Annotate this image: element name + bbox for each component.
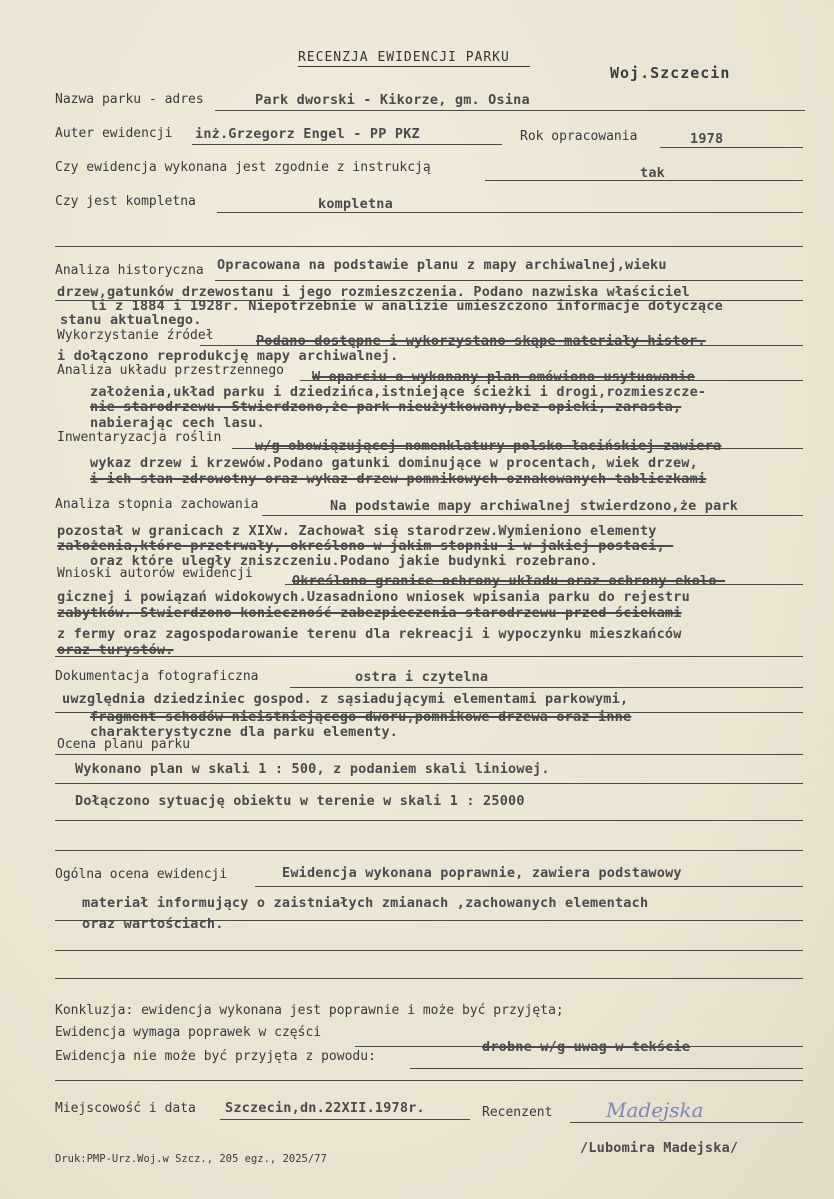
blank-line — [55, 246, 803, 247]
preservation-line — [262, 515, 803, 516]
plan-line-2 — [55, 783, 803, 784]
sources-text-1: Podano dostępne i wykorzystano skąpe materiały histor. — [256, 333, 706, 349]
history-line-1 — [215, 280, 803, 281]
plan-line-4 — [55, 850, 803, 851]
photo-text-3: fragment schodów nieistniejącego dworu,pomnikowe drzewa oraz inne — [90, 709, 632, 725]
complete-label: Czy jest kompletna — [55, 194, 196, 209]
history-text-3: li z 1884 i 1928r. Niepotrzebnie w analizie umieszczono informacje dotyczące — [90, 298, 723, 314]
rejected-line-2 — [55, 1080, 803, 1081]
plan-text-1: Wykonano plan w skali 1 : 500, z podaniem skali liniowej. — [75, 761, 550, 777]
spatial-text-2: założenia,układ parku i dziedzińca,istniejące ścieżki i drogi,rozmieszcze- — [90, 384, 707, 400]
plan-label: Ocena planu parku — [57, 737, 191, 752]
inventory-label: Inwentaryzacja roślin — [57, 430, 222, 445]
spatial-text-4: nabierając cech lasu. — [90, 415, 265, 431]
photo-line-1 — [290, 687, 803, 688]
overall-text-3: oraz wartościach. — [82, 916, 224, 932]
photo-text-2: uwzględnia dziedziniec gospod. z sąsiadującymi elementami parkowymi, — [62, 691, 629, 707]
preservation-text-1: Na podstawie mapy archiwalnej stwierdzono,że park — [330, 498, 739, 514]
place-label: Miejscowość i data — [55, 1101, 196, 1116]
plan-text-2: Dołączono sytuację obiektu w terenie w skali 1 : 25000 — [75, 793, 525, 809]
corrections-label: Ewidencja wymaga poprawek w części — [55, 1025, 322, 1040]
preservation-label: Analiza stopnia zachowania — [55, 497, 259, 512]
overall-text-1: Ewidencja wykonana poprawnie, zawiera podstawowy — [282, 865, 682, 881]
author-value: inż.Grzegorz Engel - PP PKZ — [195, 126, 420, 142]
overall-line-3 — [55, 950, 803, 951]
spatial-text-3: nie starodrzewu. Stwierdzono,że park nieużytkowany,bez opieki, zarasta, — [90, 399, 682, 415]
instruction-value: tak — [640, 165, 665, 181]
park-name-value: Park dworski - Kikorze, gm. Osina — [255, 92, 530, 108]
inventory-text-2: wykaz drzew i krzewów.Podano gatunki dominujące w procentach, wiek drzew, — [90, 455, 698, 471]
reviewer-name: /Lubomira Madejska/ — [580, 1140, 739, 1156]
preservation-text-4: oraz które uległy zniszczeniu.Podano jakie budynki rozebrano. — [90, 553, 598, 569]
photo-text-4: charakterystyczne dla parku elementy. — [90, 724, 399, 740]
spatial-label: Analiza układu przestrzennego — [57, 363, 284, 378]
sources-text-2: i dołączono reprodukcję mapy archiwalnej. — [57, 348, 399, 364]
inventory-text-3: i ich stan zdrowotny oraz wykaz drzew pomnikowych oznakowanych tabliczkami — [90, 471, 707, 487]
photo-label: Dokumentacja fotograficzna — [55, 669, 259, 684]
photo-text-1: ostra i czytelna — [355, 669, 489, 685]
region-stamp: Woj.Szczecin — [610, 64, 731, 82]
conclusions-text-4: z fermy oraz zagospodarowanie terenu dla rekreacji i wypoczynku mieszkańców — [57, 626, 682, 642]
title-underline — [298, 66, 530, 67]
history-text-2: drzew,gatunków drzewostanu i jego rozmieszczenia. Podano nazwiska właściciel — [57, 284, 690, 300]
conclusions-text-5: oraz turystów. — [57, 642, 174, 658]
reviewer-signature: Madejska — [606, 1098, 704, 1122]
reviewer-label: Recenzent — [482, 1105, 553, 1120]
plan-line-3 — [55, 820, 803, 821]
place-line — [220, 1119, 470, 1120]
history-label: Analiza historyczna — [55, 263, 204, 278]
year-value: 1978 — [690, 131, 724, 147]
conclusions-text-1: Określono granice ochrony układu oraz ochrony ekolo- — [292, 573, 726, 589]
plan-line-1 — [55, 754, 803, 755]
complete-value: kompletna — [318, 196, 393, 212]
conclusions-line-2 — [55, 656, 803, 657]
history-text-1: Opracowana na podstawie planu z mapy archiwalnej,wieku — [217, 257, 667, 273]
preservation-text-2: pozostał w granicach z XIXw. Zachował się starodrzew.Wymieniono elementy — [57, 523, 657, 539]
author-label: Auter ewidencji — [55, 126, 173, 141]
instruction-label: Czy ewidencja wykonana jest zgodnie z instrukcją — [55, 160, 431, 175]
preservation-text-3: założenia,które przetrwały, określono w jakim stopniu i w jakiej postaci,- — [57, 538, 674, 554]
park-name-label: Nazwa parku - adres — [55, 92, 204, 107]
rejected-label: Ewidencja nie może być przyjęta z powodu: — [55, 1049, 376, 1064]
conclusion-text: Konkluzja: ewidencja wykonana jest poprawnie i może być przyjęta; — [55, 1003, 564, 1018]
overall-text-2: materiał informujący o zaistniałych zmianach ,zachowanych elementach — [82, 895, 649, 911]
document-title: RECENZJA EWIDENCJI PARKU — [298, 50, 510, 65]
history-text-4: stanu aktualnego. — [60, 312, 202, 328]
sources-label: Wykorzystanie źródeł — [57, 328, 214, 343]
rejected-line-1 — [410, 1068, 803, 1069]
corrections-value: drobne w/g uwag w tekście — [482, 1039, 691, 1055]
conclusions-text-2: gicznej i powiązań widokowych.Uzasadniono wniosek wpisania parku do rejestru — [57, 589, 690, 605]
conclusions-text-3: zabytków. Stwierdzono konieczność zabezpieczenia starodrzewu przed ściekami — [57, 605, 682, 621]
year-label: Rok opracowania — [520, 129, 638, 144]
overall-label: Ogólna ocena ewidencji — [55, 867, 228, 882]
place-value: Szczecin,dn.22XII.1978r. — [225, 1100, 425, 1116]
author-line — [192, 144, 502, 145]
inventory-text-1: w/g obowiązującej nomenklatury polsko-łacińskiej zawiera — [255, 438, 722, 454]
print-info: Druk:PMP-Urz.Woj.w Szcz., 205 egz., 2025/77 — [55, 1153, 327, 1165]
spatial-text-1: W oparciu o wykonany plan omówiono usytuowanie — [312, 369, 696, 385]
year-line — [660, 147, 803, 148]
reviewer-line — [570, 1122, 803, 1123]
overall-line-4 — [55, 978, 803, 979]
complete-line — [217, 212, 803, 213]
conclusions-label: Wnioski autorów ewidencji — [57, 566, 253, 581]
park-name-line — [215, 110, 805, 111]
overall-line-1 — [255, 886, 803, 887]
